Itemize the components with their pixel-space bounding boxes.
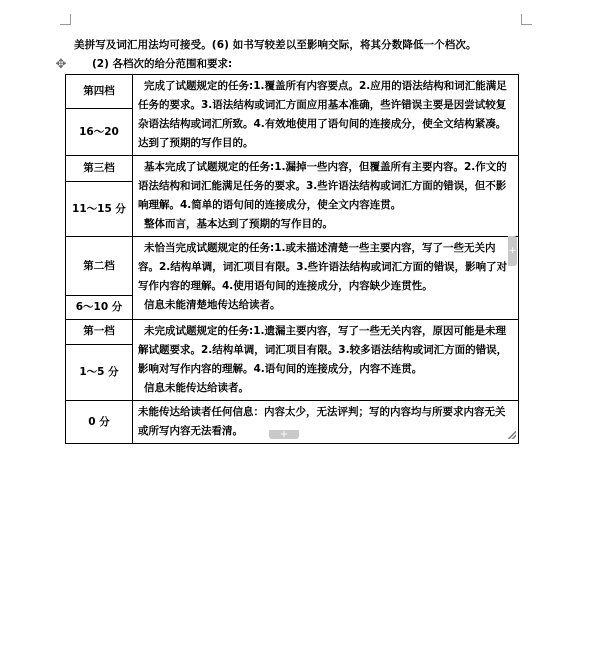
grade-range-cell: 1～5 分 xyxy=(66,344,133,401)
grade-summary: 信息未能清楚地传达给读者。 xyxy=(144,299,281,311)
table-row xyxy=(66,75,519,109)
grade-level-cell: 第四档 xyxy=(66,75,133,109)
grade-range-cell: 6～10 分 xyxy=(66,296,133,320)
grade-description-cell xyxy=(133,237,519,320)
page-corner-mark xyxy=(521,14,532,25)
grade-summary: 信息未能传达给读者。 xyxy=(144,382,249,394)
grade-range-cell: 16～20 xyxy=(66,109,133,156)
grade-summary: 整体而言，基本达到了预期的写作目的。 xyxy=(144,218,333,230)
grade-description: 完成了试题规定的任务:1.覆盖所有内容要点。2.应用的语法结构和词汇能满足任务的要求。3.语法结构或词汇方面应用基本准确，些许错误主要是因尝试较复杂语法结构或词汇所致。4.有效地使用了语句间的连接成分，使全文结构紧凑。达到了预期的写作目的。 xyxy=(138,80,507,149)
grade-description: 未能传达给读者任何信息：内容太少，无法评判；写的内容均与所要求内容无关或所写内容无法看清。 xyxy=(138,406,506,437)
page-corner-mark xyxy=(60,14,71,25)
table-row xyxy=(66,156,519,182)
grade-description-cell xyxy=(133,320,519,401)
plus-icon[interactable]: + xyxy=(269,430,299,439)
grade-description: 未恰当完成试题规定的任务:1.或未描述清楚一些主要内容，写了一些无关内容。2.结构单调，词汇项目有限。3.些许语法结构或词汇方面的错误，影响了对写作内容的理解。4.使用语句间的连接成分，内容缺少连贯性。 xyxy=(138,242,508,292)
grade-description-cell xyxy=(133,401,519,444)
grade-level-cell: 第一档 xyxy=(66,320,133,345)
grade-description-cell xyxy=(133,156,519,237)
table-row xyxy=(66,320,519,345)
plus-icon[interactable]: + xyxy=(508,236,517,266)
grade-level-cell: 第二档 xyxy=(66,237,133,296)
table-row xyxy=(66,237,519,296)
move-icon[interactable]: ✥ xyxy=(55,57,67,72)
grade-description: 基本完成了试题规定的任务:1.漏掉一些内容，但覆盖所有主要内容。2.作文的语法结构和词汇能满足任务的要求。3.些许语法结构或词汇方面的错误，但不影响理解。4.简单的语句间的连接成分，使全文内容连贯。 xyxy=(138,161,507,211)
grade-description: 未完成试题规定的任务:1.遗漏主要内容，写了一些无关内容，原因可能是未理解试题要求。2.结构单调，词汇项目有限。3.较多语法结构或词汇方面的错误，影响对写作内容的理解。4.语句间的连接成分，内容不连贯。 xyxy=(138,325,508,375)
grade-level-cell: 第三档 xyxy=(66,156,133,182)
resize-handle-icon[interactable] xyxy=(508,431,516,439)
grading-table xyxy=(65,74,519,444)
grade-level-cell: 0 分 xyxy=(66,401,133,444)
intro-text-line: 美拼写及词汇用法均可接受。(6) 如书写较差以至影响交际，将其分数降低一个档次。 xyxy=(74,39,477,51)
grade-description-cell xyxy=(133,75,519,156)
grade-range-cell: 11～15 分 xyxy=(66,182,133,237)
scoring-heading: (2) 各档次的给分范围和要求: xyxy=(92,58,233,70)
